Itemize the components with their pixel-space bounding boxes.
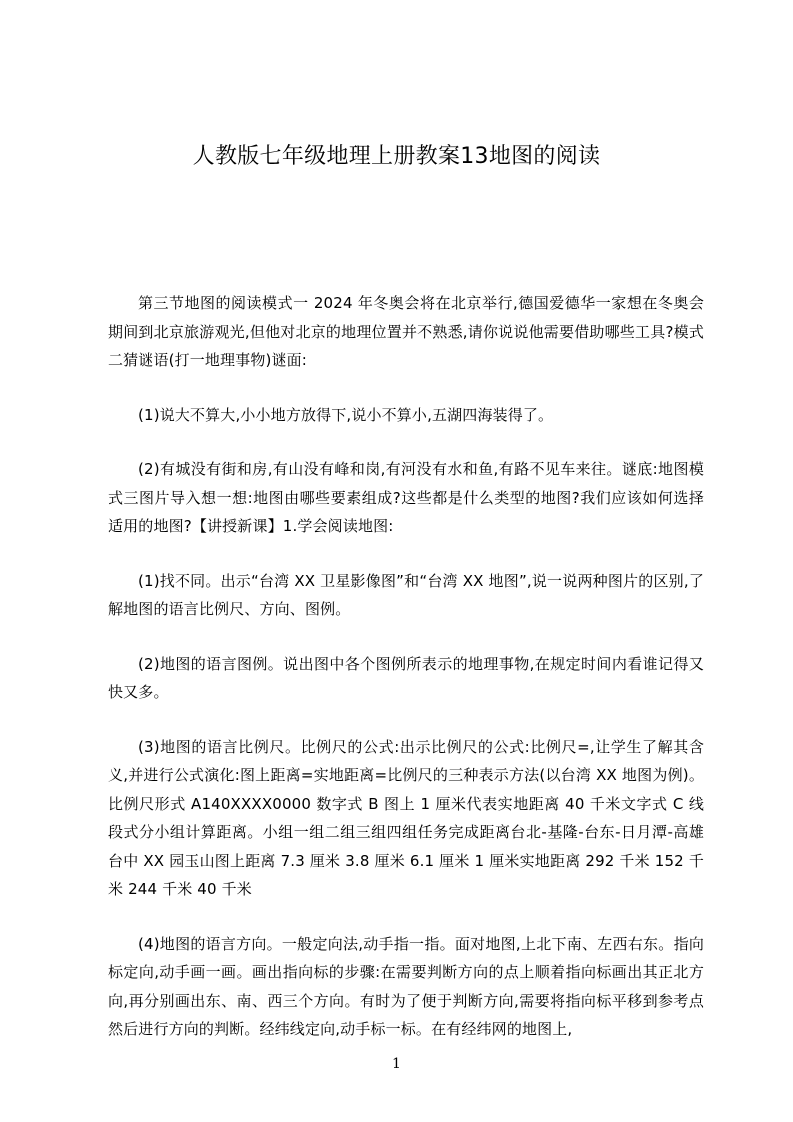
paragraph-riddle-2: (2)有城没有街和房,有山没有峰和岗,有河没有水和鱼,有路不见车来往。谜底:地图模式三图片导入想一想:地图由哪些要素组成?这些都是什么类型的地图?我们应该如何选择适用的地图?【讲授新课】1.学会阅读地图: bbox=[108, 460, 704, 535]
paragraph-scale: (3)地图的语言比例尺。比例尺的公式:出示比例尺的公式:比例尺=,让学生了解其含义,并进行公式演化:图上距离=实地距离=比例尺的三种表示方法(以台湾 XX 地图为例)。比例尺形式 A140XXXX0000 数字式 B 图上 1 厘米代表实地距离 40 千米文字式 C 线段式分小组计算距离。小组一组二组三组四组任务完成距离台北-基隆-台东-日月潭-高雄台中 XX 园玉山图上距离 7.3 厘米 3.8 厘米 6.1 厘米 1 厘米实地距离 292 千米 152 千米 244 千米 40 千米 bbox=[108, 737, 704, 898]
page-number: 1 bbox=[392, 1056, 401, 1072]
document-title: 人教版七年级地理上册教案13地图的阅读 bbox=[192, 144, 601, 169]
paragraph-direction: (4)地图的语言方向。一般定向法,动手指一指。面对地图,上北下南、左西右东。指向标定向,动手画一画。画出指向标的步骤:在需要判断方向的点上顺着指向标画出其正北方向,再分别画出东、南、西三个方向。有时为了便于判断方向,需要将指向标平移到参考点然后进行方向的判断。经纬线定向,动手标一标。在有经纬网的地图上, bbox=[108, 934, 704, 1038]
paragraph-riddle-1: (1)说大不算大,小小地方放得下,说小不算小,五湖四海装得了。 bbox=[138, 405, 554, 424]
document-body bbox=[108, 289, 704, 1070]
paragraph-find-differences: (1)找不同。出示“台湾 XX 卫星影像图”和“台湾 XX 地图”,说一说两种图片的区别,了解地图的语言比例尺、方向、图例。 bbox=[108, 571, 704, 618]
paragraph-legend: (2)地图的语言图例。说出图中各个图例所表示的地理事物,在规定时间内看谁记得又快又多。 bbox=[108, 654, 704, 701]
paragraph-intro: 第三节地图的阅读模式一 2024 年冬奥会将在北京举行,德国爱德华一家想在冬奥会期间到北京旅游观光,但他对北京的地理位置并不熟悉,请你说说他需要借助哪些工具?模式二猜谜语(打一地理事物)谜面: bbox=[108, 294, 704, 369]
